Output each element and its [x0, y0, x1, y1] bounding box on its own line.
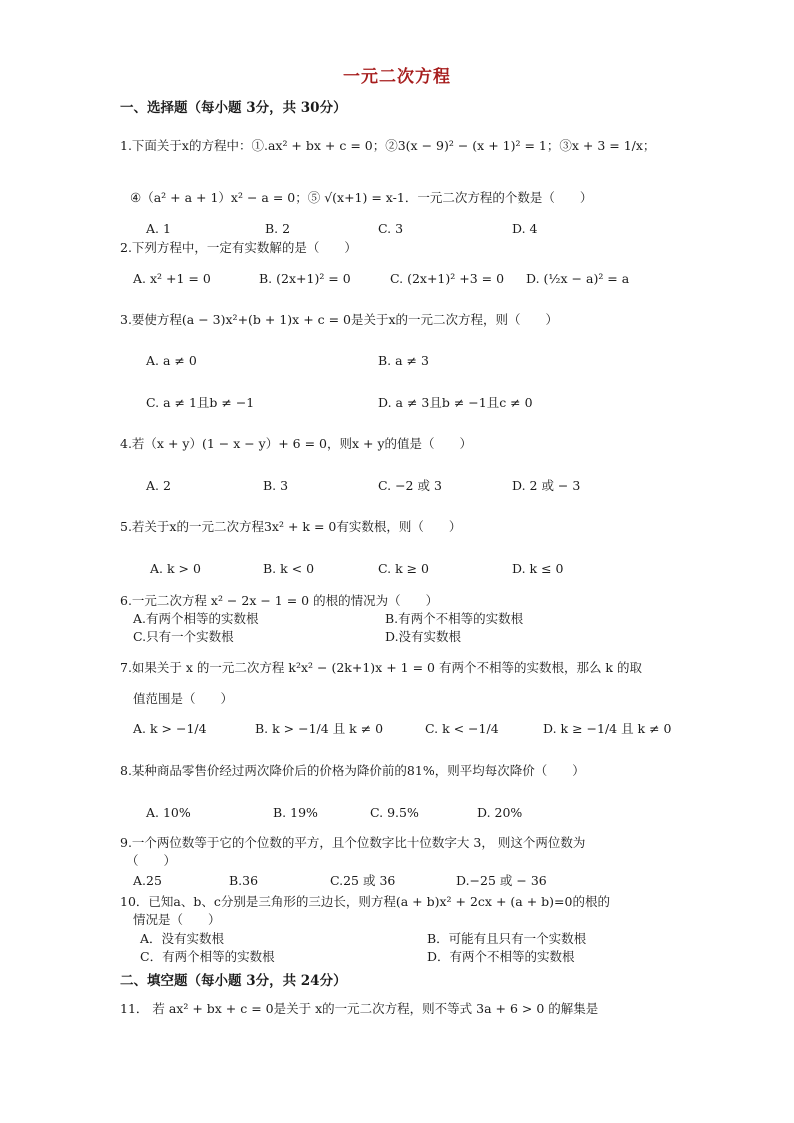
question-9-option-b: B.36 [229, 873, 259, 888]
section-heading-fill-in: 二、填空题（每小题 3分，共 24分） [120, 973, 347, 989]
question-6-stem: 6.一元二次方程 x² − 2x − 1 = 0 的根的情况为（ ） [120, 593, 439, 608]
question-3-stem: 3.要使方程(a − 3)x²+(b + 1)x + c = 0是关于x的一元二次方程，则（ ） [120, 312, 559, 327]
question-10-line-1: 10．已知a、b、c分别是三角形的三边长，则方程(a + b)x² + 2cx + (a + b)=0的根的 [120, 894, 610, 909]
question-8-option-b: B. 19% [273, 805, 318, 820]
question-5-option-c: C. k ≥ 0 [378, 561, 430, 576]
question-7-option-c: C. k < −1/4 [425, 721, 499, 736]
question-4-option-c: C. −2 或 3 [378, 478, 442, 493]
question-1-option-b: B. 2 [265, 221, 291, 236]
question-7-option-b: B. k > −1/4 且 k ≠ 0 [255, 721, 384, 736]
question-5-stem: 5.若关于x的一元二次方程3x² + k = 0有实数根，则（ ） [120, 519, 462, 534]
question-3-option-b: B. a ≠ 3 [378, 353, 429, 368]
question-9-option-a: A.25 [133, 873, 162, 888]
question-7-option-a: A. k > −1/4 [133, 721, 207, 736]
question-9-option-c: C.25 或 36 [330, 873, 396, 888]
question-6-option-c: C.只有一个实数根 [133, 629, 234, 644]
question-8-stem: 8.某种商品零售价经过两次降价后的价格为降价前的81%，则平均每次降价（ ） [120, 763, 585, 778]
question-6-option-b: B.有两个不相等的实数根 [385, 611, 524, 626]
question-2-option-a: A. x² +1 = 0 [133, 271, 211, 286]
question-2-option-b: B. (2x+1)² = 0 [259, 271, 351, 286]
question-9-option-d: D.−25 或 − 36 [456, 873, 547, 888]
question-8-option-d: D. 20% [477, 805, 523, 820]
question-3-option-d: D. a ≠ 3且b ≠ −1且c ≠ 0 [378, 395, 533, 410]
question-5-option-b: B. k < 0 [263, 561, 315, 576]
question-4-option-a: A. 2 [146, 478, 171, 493]
question-8-option-a: A. 10% [146, 805, 191, 820]
question-6-option-a: A.有两个相等的实数根 [133, 611, 259, 626]
question-10-option-c: C．有两个相等的实数根 [140, 949, 275, 964]
question-2-stem: 2.下列方程中，一定有实数解的是（ ） [120, 240, 357, 255]
question-1-option-a: A. 1 [146, 221, 171, 236]
question-1-option-c: C. 3 [378, 221, 404, 236]
question-9-line-1: 9.一个两位数等于它的个位数的平方，且个位数字比十位数字大 3， 则这个两位数为 [120, 835, 586, 850]
section-heading-choice: 一、选择题（每小题 3分，共 30分） [120, 100, 347, 116]
question-9-line-2: （ ） [126, 853, 177, 868]
question-5-option-a: A. k > 0 [150, 561, 201, 576]
document-title: 一元二次方程 [343, 67, 451, 87]
question-4-option-b: B. 3 [263, 478, 289, 493]
question-10-option-b: B．可能有且只有一个实数根 [427, 931, 587, 946]
question-11-line-1: 11． 若 ax² + bx + c = 0是关于 x的一元二次方程，则不等式 3a + 6 > 0 的解集是 [120, 1001, 599, 1016]
question-3-option-a: A. a ≠ 0 [146, 353, 197, 368]
question-4-stem: 4.若（x + y）(1 − x − y）+ 6 = 0，则x + y的值是（ ） [120, 436, 473, 451]
question-1-option-d: D. 4 [512, 221, 538, 236]
question-7-option-d: D. k ≥ −1/4 且 k ≠ 0 [543, 721, 672, 736]
question-6-option-d: D.没有实数根 [385, 629, 462, 644]
question-7-line-1: 7.如果关于 x 的一元二次方程 k²x² − (2k+1)x + 1 = 0 有两个不相等的实数根，那么 k 的取 [120, 660, 642, 675]
question-2-option-c: C. (2x+1)² +3 = 0 [390, 271, 505, 286]
question-3-option-c: C. a ≠ 1且b ≠ −1 [146, 395, 255, 410]
question-5-option-d: D. k ≤ 0 [512, 561, 564, 576]
question-10-line-2: 情况是（ ） [133, 912, 221, 927]
question-10-option-d: D．有两个不相等的实数根 [427, 949, 575, 964]
question-7-line-2: 值范围是（ ） [133, 691, 234, 706]
question-1-line-1: 1.下面关于x的方程中：①.ax² + bx + c = 0；②3(x − 9)² − (x + 1)² = 1；③x + 3 = 1/x； [120, 138, 656, 153]
question-8-option-c: C. 9.5% [370, 805, 419, 820]
question-4-option-d: D. 2 或 − 3 [512, 478, 581, 493]
question-2-option-d: D. (½x − a)² = a [526, 271, 630, 286]
question-1-line-2: ④（a² + a + 1）x² − a = 0；⑤ √(x+1) = x-1．一元二次方程的个数是（ ） [130, 190, 593, 205]
question-10-option-a: A．没有实数根 [140, 931, 225, 946]
